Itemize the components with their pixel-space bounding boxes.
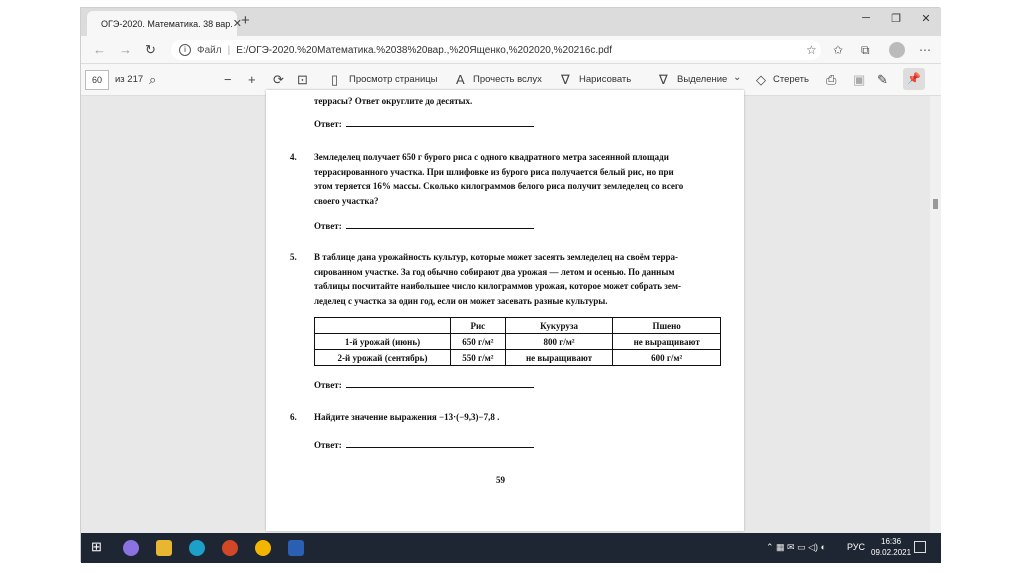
table-cell: 2-й урожай (сентябрь): [315, 350, 451, 366]
draw-icon[interactable]: ∇: [561, 72, 570, 87]
maximize-button[interactable]: ❐: [891, 13, 901, 25]
highlight-button[interactable]: Выделение: [677, 74, 728, 85]
answer-label: Ответ:: [314, 380, 342, 390]
refresh-icon[interactable]: ↻: [145, 42, 156, 57]
table-row: [315, 350, 721, 366]
clock-date: 09.02.2021: [871, 548, 912, 557]
answer-label: Ответ:: [314, 119, 342, 129]
document-viewer: [81, 96, 941, 533]
read-aloud-button[interactable]: Прочесть вслух: [473, 74, 542, 85]
new-tab-button[interactable]: +: [241, 12, 250, 29]
erase-button[interactable]: Стереть: [773, 74, 809, 85]
question-5-line: сированном участке. За год обычно собирают два урожая — летом и осенью. По данным: [314, 266, 675, 277]
view-page-button[interactable]: Просмотр страницы: [349, 74, 438, 85]
save-as-icon[interactable]: ✎: [877, 72, 888, 87]
question-5-line: В таблице дана урожайность культур, которые может засеять земледелец на своём терра-: [314, 252, 679, 262]
minimize-button[interactable]: ─: [862, 12, 870, 24]
url-input[interactable]: [171, 40, 821, 60]
highlight-icon[interactable]: ∇: [659, 72, 668, 87]
notification-center-icon[interactable]: [914, 541, 926, 553]
eraser-icon[interactable]: ◇: [756, 72, 766, 87]
table-row: [315, 334, 721, 350]
windows-start-icon[interactable]: ⊞: [91, 539, 102, 554]
draw-button[interactable]: Нарисовать: [579, 74, 632, 85]
favorite-add-icon[interactable]: ☆: [806, 43, 817, 57]
zoom-in-icon[interactable]: +: [248, 72, 256, 87]
more-menu-icon[interactable]: ⋯: [919, 43, 931, 57]
word-icon[interactable]: [288, 540, 304, 556]
clock[interactable]: [871, 536, 911, 558]
file-explorer-icon[interactable]: [156, 540, 172, 556]
print-icon[interactable]: ⎙: [826, 72, 837, 87]
address-bar: [81, 36, 941, 64]
answer-line-6: [314, 439, 534, 450]
table-header-cell: Кукуруза: [505, 318, 613, 334]
avatar[interactable]: [889, 42, 905, 58]
table-header-cell: Рис: [451, 318, 506, 334]
question-4-line: своего участка?: [314, 195, 379, 206]
collections-icon[interactable]: ⧉: [861, 43, 870, 57]
pdf-page: [266, 90, 744, 531]
tab-pdf-document[interactable]: [87, 11, 243, 36]
url-separator: |: [227, 44, 231, 56]
table-cell: 550 г/м²: [451, 350, 506, 366]
cortana-icon[interactable]: [123, 540, 139, 556]
table-header-cell: Пшено: [613, 318, 721, 334]
question-5-line: леделец с участка за один год, если он может засевать разные культуры.: [314, 295, 608, 306]
system-tray-icons[interactable]: ⌃ ▦ ✉ ▭ ◁) ◐: [766, 542, 826, 552]
question-6-number: 6.: [290, 412, 297, 422]
answer-line-3: [314, 118, 534, 129]
question-5-number: 5.: [290, 252, 297, 262]
question-4-line: этом теряется 16% массы. Сколько килограммов белого риса получит земледелец со всего: [314, 181, 684, 191]
page-number-label: 59: [496, 475, 505, 485]
answer-line-5: [314, 379, 534, 390]
question-3-tail: террасы? Ответ округлите до десятых.: [314, 96, 473, 106]
answer-label: Ответ:: [314, 221, 342, 231]
favorites-icon[interactable]: ✩: [833, 43, 844, 57]
taskbar: [81, 533, 941, 563]
page-number-input[interactable]: 60: [85, 70, 109, 90]
browser-window: [80, 7, 940, 562]
powerpoint-icon[interactable]: [222, 540, 238, 556]
question-4-line: террасированного участка. При шлифовке из бурого риса получается белый рис, но при: [314, 166, 674, 177]
table-header-row: [315, 318, 721, 334]
page-total-label: из 217: [115, 74, 144, 85]
tab-close-icon[interactable]: ✕: [232, 18, 243, 30]
table-cell: не выращивают: [613, 334, 721, 350]
zoom-out-icon[interactable]: −: [224, 72, 232, 87]
vertical-scrollbar[interactable]: [930, 96, 941, 533]
close-window-button[interactable]: ✕: [921, 13, 931, 25]
table-cell: не выращивают: [505, 350, 613, 366]
answer-label: Ответ:: [314, 440, 342, 450]
clock-time: 16:36: [881, 537, 902, 546]
table-cell: 600 г/м²: [613, 350, 721, 366]
question-5-line: таблицы посчитайте наибольшее число килограммов урожая, которое может собрать зем-: [314, 281, 681, 291]
back-icon[interactable]: ←: [93, 42, 106, 57]
table-cell: 800 г/м²: [505, 334, 613, 350]
crop-yield-table: [314, 317, 721, 366]
scrollbar-thumb[interactable]: [933, 199, 938, 209]
pin-icon[interactable]: 📌: [903, 68, 925, 90]
question-4-number: 4.: [290, 152, 297, 162]
chrome-icon[interactable]: [255, 540, 271, 556]
fit-page-icon[interactable]: ⊡: [297, 72, 308, 87]
save-icon[interactable]: ▣: [853, 72, 866, 87]
edge-icon[interactable]: [189, 540, 205, 556]
table-cell: 650 г/м²: [451, 334, 506, 350]
answer-line-4: [314, 220, 534, 231]
page-view-icon[interactable]: ▯: [331, 72, 339, 87]
forward-icon[interactable]: →: [119, 42, 132, 57]
rotate-icon[interactable]: ⟳: [273, 72, 284, 87]
search-icon[interactable]: ⌕: [149, 72, 157, 87]
info-icon[interactable]: i: [179, 44, 191, 56]
language-indicator[interactable]: РУС: [847, 542, 866, 552]
read-aloud-icon[interactable]: A: [456, 72, 465, 87]
table-header-cell: [315, 318, 451, 334]
question-6-text: Найдите значение выражения −13·(−9,3)−7,8 .: [314, 412, 500, 422]
question-4-line: Земледелец получает 650 г бурого риса с одного квадратного метра засеянной площади: [314, 152, 669, 162]
tab-title: ОГЭ-2020. Математика. 38 вар.: [101, 18, 233, 29]
url-text: E:/ОГЭ-2020.%20Математика.%2038%20вар.,%20Ященко,%202020,%20216c.pdf: [236, 44, 613, 56]
chevron-down-icon[interactable]: ⌄: [733, 72, 742, 83]
tab-strip: [81, 8, 941, 36]
url-scheme-label: Файл: [197, 44, 222, 56]
table-cell: 1-й урожай (июнь): [315, 334, 451, 350]
